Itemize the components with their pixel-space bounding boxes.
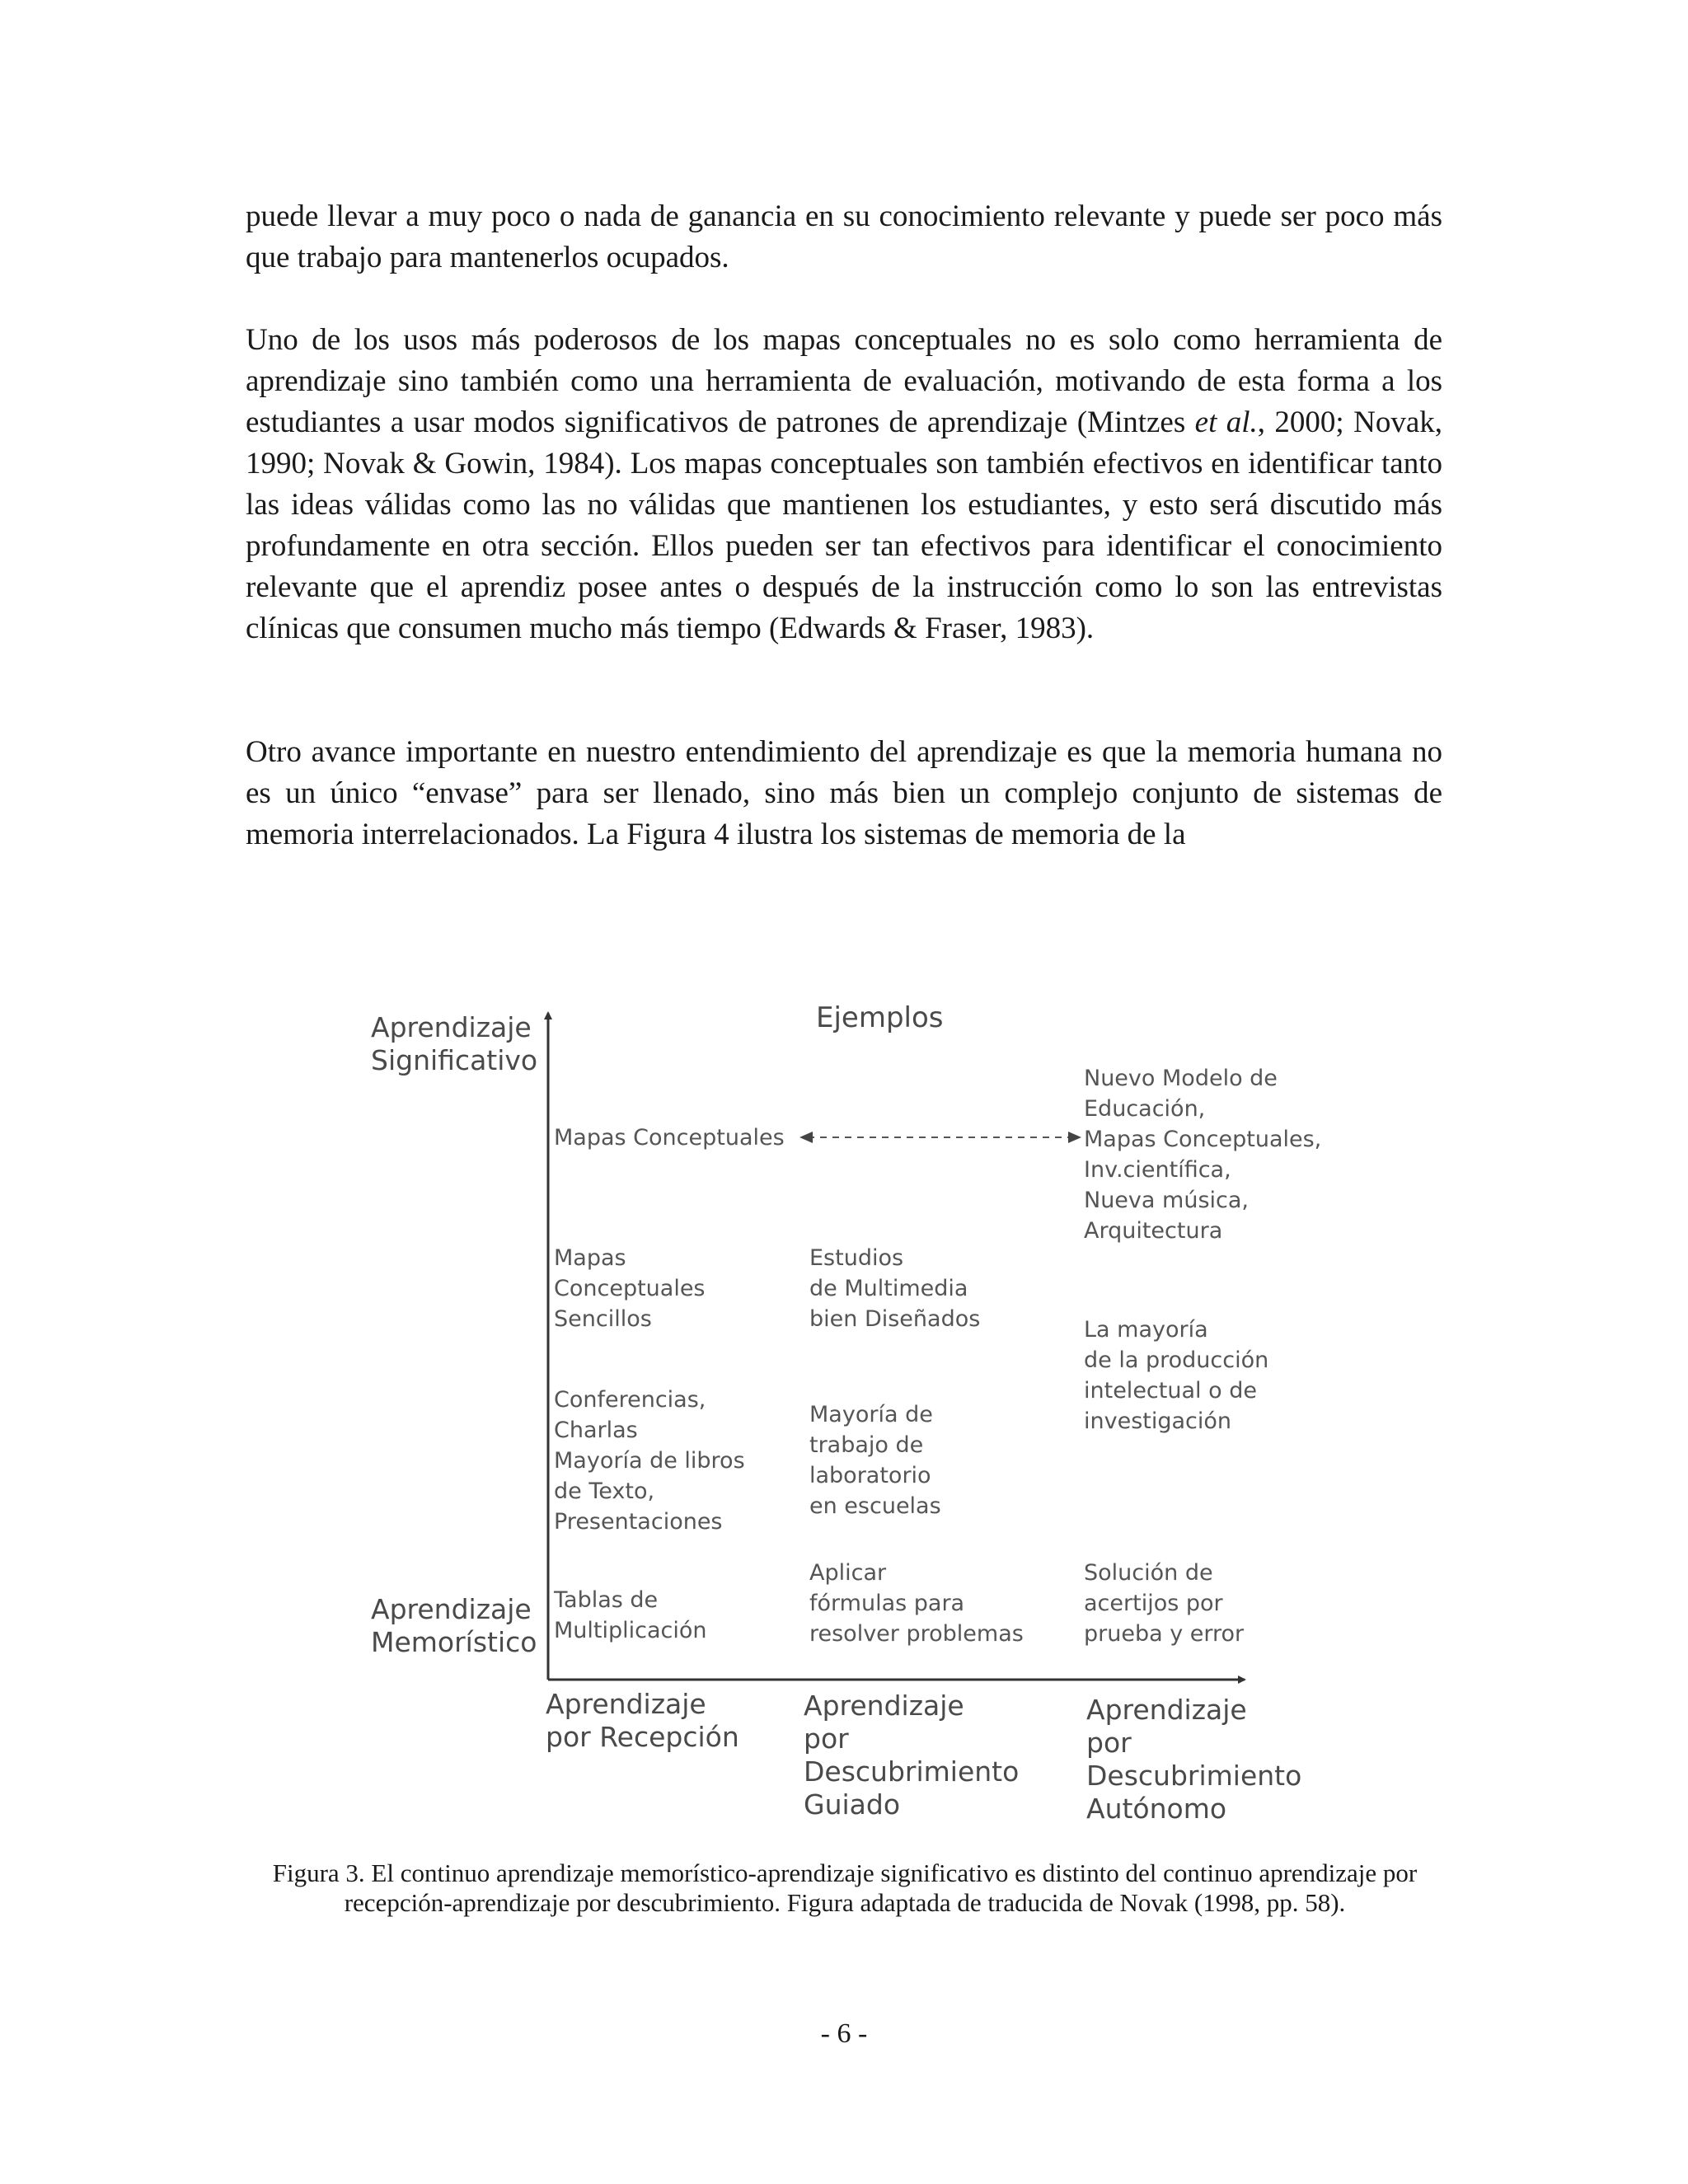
cell-tablas-multiplicacion: Tablas de Multiplicación bbox=[554, 1587, 707, 1643]
cell-mapas-sencillos: Mapas Conceptuales Sencillos bbox=[554, 1245, 706, 1332]
cell-produccion-intelectual: La mayoría de la producción intelectual o de investigación bbox=[1084, 1317, 1269, 1434]
x-axis-label-left: Aprendizaje por Recepción bbox=[546, 1688, 739, 1753]
paragraph-text-segment: Uno de los usos más poderosos de los mapas conceptuales no es solo como herramienta de aprendizaje sino también como una herramienta de evaluación, motivando de esta forma a los estudiantes a usar modos significativos de patrones de aprendizaje (Mintzes bbox=[246, 323, 1442, 439]
cell-estudios-multimedia: Estudios de Multimedia bien Diseñados bbox=[809, 1245, 981, 1332]
cell-conferencias: Conferencias, Charlas Mayoría de libros de Texto, Presentaciones bbox=[554, 1387, 745, 1535]
paragraph-text-segment: , 2000; Novak, 1990; Novak & Gowin, 1984). Los mapas conceptuales son también efectivos en identificar tanto las ideas válidas como las no válidas que mantienen los estudiantes, y esto será discutido más profundamente en otra sección. Ellos pueden ser tan efectivos para identificar el conocimiento relevante que el aprendiz posee antes o después de la instrucción como lo son las entrevistas clínicas que consumen mucho más tiempo (Edwards & Fraser, 1983). bbox=[246, 405, 1442, 645]
x-axis-label-middle: Aprendizaje por Descubrimiento Guiado bbox=[804, 1690, 1020, 1821]
cell-aplicar-formulas: Aplicar fórmulas para resolver problemas bbox=[809, 1560, 1024, 1647]
cell-solucion-acertijos: Solución de acertijos por prueba y error bbox=[1084, 1560, 1245, 1647]
dashed-arrow-right-head bbox=[1068, 1132, 1081, 1143]
learning-continuum-figure bbox=[354, 993, 1343, 1834]
paragraph-text: puede llevar a muy poco o nada de ganancia en su conocimiento relevante y puede ser poco más que trabajo para mantenerlos ocupados. bbox=[246, 199, 1442, 274]
figure-heading: Ejemplos bbox=[816, 1001, 944, 1034]
figure-caption: Figura 3. El continuo aprendizaje memorístico-aprendizaje significativo es distinto del continuo aprendizaje por recepción-aprendizaje por descubrimiento. Figura adaptada de traducida de Novak (1998, pp. 58). bbox=[272, 1858, 1418, 1917]
cell-nuevo-modelo: Nuevo Modelo de Educación, Mapas Conceptuales, Inv.científica, Nueva música, Arquitectura bbox=[1084, 1066, 1322, 1244]
x-axis-label-right: Aprendizaje por Descubrimiento Autónomo bbox=[1086, 1694, 1302, 1825]
y-axis-label-top: Aprendizaje Significativo bbox=[371, 1011, 538, 1076]
cell-trabajo-laboratorio: Mayoría de trabajo de laboratorio en escuelas bbox=[809, 1402, 941, 1519]
citation-et-al: et al. bbox=[1194, 405, 1258, 439]
paragraph-text bbox=[246, 320, 1442, 649]
dashed-arrow-left-head bbox=[799, 1132, 813, 1143]
body-paragraph-2 bbox=[246, 320, 1442, 649]
y-axis-label-bottom: Aprendizaje Memorístico bbox=[371, 1593, 537, 1658]
cell-mapas-conceptuales: Mapas Conceptuales bbox=[554, 1125, 785, 1151]
page-number: - 6 - bbox=[820, 2018, 868, 2049]
body-paragraph-1 bbox=[246, 196, 1442, 279]
body-paragraph-3 bbox=[246, 732, 1442, 855]
paragraph-text: Otro avance importante en nuestro entendimiento del aprendizaje es que la memoria humana no es un único “envase” para ser llenado, sino más bien un complejo conjunto de sistemas de memoria interrelacionados. La Figura 4 ilustra los sistemas de memoria de la bbox=[246, 735, 1442, 851]
